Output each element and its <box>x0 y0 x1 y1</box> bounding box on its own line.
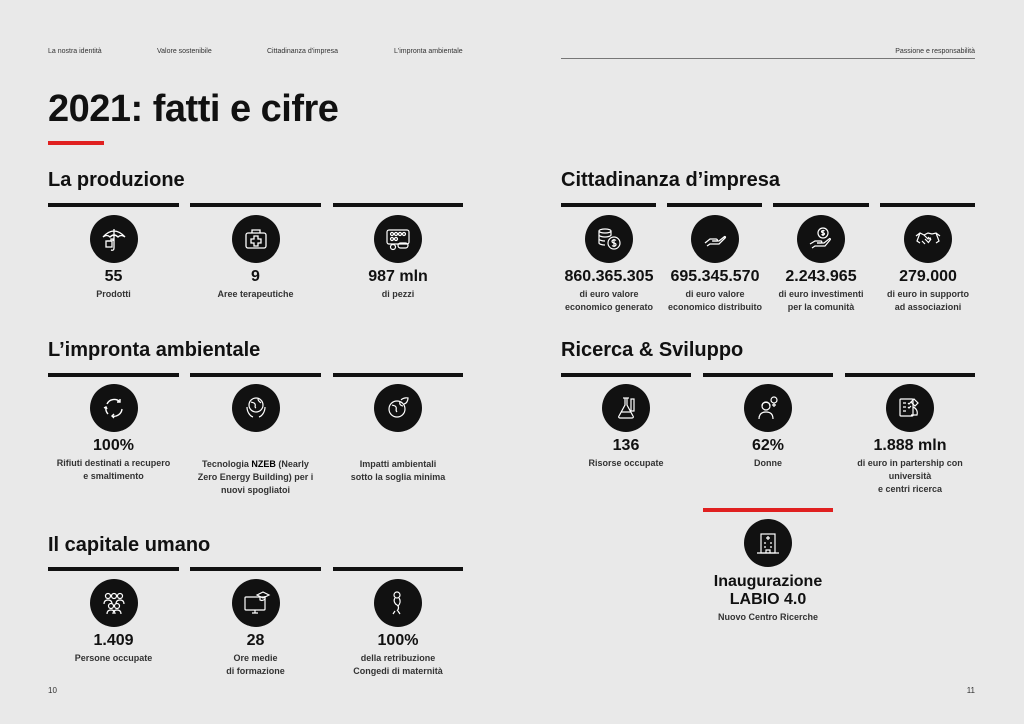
stat-value: 100% <box>93 437 134 454</box>
stat-desc: Nuovo Centro Ricerche <box>717 612 819 622</box>
stat-value: 1.409 <box>93 632 134 649</box>
nav-item-identita[interactable]: La nostra identità <box>48 48 102 55</box>
stat-value: 100% <box>377 632 419 649</box>
stat-desc: Donne <box>754 458 782 468</box>
page-number-left: 10 <box>48 686 57 695</box>
stat-value: Inaugurazione <box>713 573 823 590</box>
stat-value: 55 <box>104 268 123 285</box>
header-rule <box>561 58 975 59</box>
nav-right-section: Passione e responsabilità <box>895 48 975 55</box>
nav-item-cittadinanza[interactable]: Cittadinanza d'impresa <box>267 48 338 55</box>
stat-risorse-ricerca <box>561 384 691 470</box>
microscope-icon <box>886 384 934 432</box>
stat-value: 62% <box>751 437 785 454</box>
section-bar <box>561 373 691 377</box>
stat-desc: di euro valore economico distribuito <box>667 289 762 312</box>
medical-kit-icon <box>232 215 280 263</box>
section-bar <box>48 373 179 377</box>
stat-value: 279.000 <box>899 268 957 285</box>
hand-giving-icon <box>691 215 739 263</box>
section-title-ricerca: Ricerca & Sviluppo <box>561 339 744 361</box>
stat-desc: di euro in supporto ad associazioni <box>887 289 969 312</box>
section-bar <box>333 203 463 207</box>
stat-value: 1.888 mln <box>873 437 947 454</box>
section-bar <box>845 373 975 377</box>
stat-aree <box>190 215 321 301</box>
people-group-icon <box>90 579 138 627</box>
section-bar <box>880 203 975 207</box>
pills-blister-icon <box>374 215 422 263</box>
stat-value: 860.365.305 <box>564 268 654 285</box>
stat-desc: di euro in partership con università e centri ricerca <box>857 458 963 494</box>
section-title-produzione: La produzione <box>48 169 185 191</box>
hospital-building-icon <box>744 519 792 567</box>
stat-maternita <box>333 579 463 678</box>
section-bar <box>190 567 321 571</box>
recycle-icon <box>90 384 138 432</box>
stat-desc: della retribuzione Congedi di maternità <box>353 653 443 676</box>
flask-icon <box>602 384 650 432</box>
stat-desc: Aree terapeutiche <box>217 289 294 299</box>
title-underline <box>48 141 104 145</box>
stat-pezzi <box>333 215 463 301</box>
globe-leaf-icon <box>374 384 422 432</box>
stat-valore-distribuito <box>661 215 769 314</box>
stat-value: 2.243.965 <box>785 268 857 285</box>
stat-donne <box>703 384 833 470</box>
highlight-bar <box>703 508 833 512</box>
section-bar <box>333 567 463 571</box>
coins-icon <box>585 215 633 263</box>
handshake-icon <box>904 215 952 263</box>
graduation-screen-icon <box>232 579 280 627</box>
stat-desc: Tecnologia NZEB (Nearly Zero Energy Building) per i nuovi spogliatoi <box>197 459 314 495</box>
section-title-cittadinanza: Cittadinanza d’impresa <box>561 169 780 191</box>
section-bar <box>773 203 869 207</box>
section-bar <box>48 203 179 207</box>
section-bar <box>190 373 321 377</box>
page-number-right: 11 <box>966 686 975 695</box>
stat-formazione <box>190 579 321 678</box>
stat-desc: di euro valore economico generato <box>564 289 654 312</box>
section-bar <box>561 203 656 207</box>
nav-item-valore[interactable]: Valore sostenibile <box>157 48 212 55</box>
stat-nzeb <box>190 384 321 497</box>
stat-value: LABIO 4.0 <box>729 591 807 608</box>
stat-desc: Prodotti <box>96 289 131 299</box>
section-title-capitale: Il capitale umano <box>48 534 211 556</box>
stat-impatti <box>333 384 463 484</box>
page-title: 2021: fatti e cifre <box>48 88 339 130</box>
section-bar <box>667 203 762 207</box>
stat-desc: Impatti ambientali sotto la soglia minima <box>350 459 446 482</box>
stat-desc: Persone occupate <box>74 653 153 663</box>
section-title-ambientale: L’impronta ambientale <box>48 339 261 361</box>
stat-desc: Ore medie di formazione <box>226 653 285 676</box>
nav-item-impronta[interactable]: L'impronta ambientale <box>394 48 463 55</box>
umbrella-cross-icon <box>90 215 138 263</box>
hand-coin-icon <box>797 215 845 263</box>
stat-value: 987 mln <box>368 268 428 285</box>
stat-prodotti <box>48 215 179 301</box>
stat-desc: Rifiuti destinati a recupero e smaltimento <box>56 458 171 481</box>
section-bar <box>190 203 321 207</box>
stat-value: 9 <box>251 268 260 285</box>
baby-icon <box>374 579 422 627</box>
stat-desc: di pezzi <box>381 289 415 299</box>
stat-rifiuti <box>48 384 179 483</box>
stat-desc: Risorse occupate <box>588 458 664 468</box>
stat-value: 136 <box>612 437 640 454</box>
stat-supporto-associazioni <box>874 215 982 314</box>
stat-partnership <box>845 384 975 496</box>
woman-icon <box>744 384 792 432</box>
stat-labio <box>693 519 843 624</box>
section-bar <box>703 373 833 377</box>
section-bar <box>333 373 463 377</box>
stat-investimenti-comunita <box>767 215 875 314</box>
stat-value: 28 <box>246 632 265 649</box>
stat-persone <box>48 579 179 665</box>
stat-valore-generato <box>555 215 663 314</box>
stat-value: 695.345.570 <box>670 268 760 285</box>
globe-hands-icon <box>232 384 280 432</box>
stat-desc: di euro investimenti per la comunità <box>778 289 864 312</box>
section-bar <box>48 567 179 571</box>
